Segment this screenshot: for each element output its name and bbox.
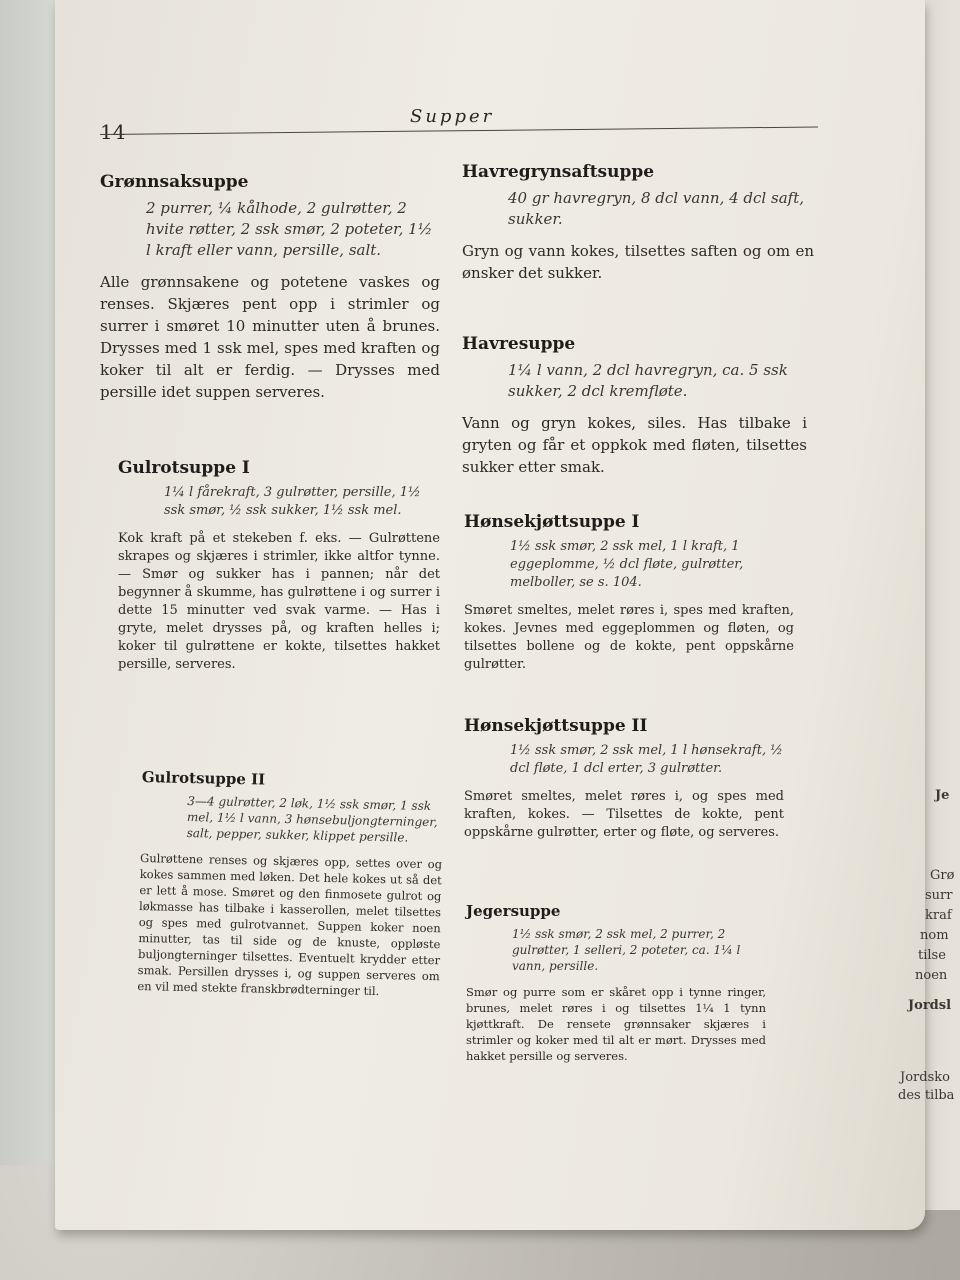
recipe-honsekjottsuppe-2 xyxy=(464,716,784,842)
recipe-gulrotsuppe-2 xyxy=(137,768,444,1000)
recipe-title: Havresuppe xyxy=(462,334,576,354)
recipe-title: Jegersuppe xyxy=(466,902,561,920)
recipe-ingredients: 3—4 gulrøtter, 2 løk, 1½ ssk smør, 1 ssk mel, 1½ l vann, 3 hønsebuljongterninger, salt, pepper, sukker, klippet persille. xyxy=(186,793,438,845)
recipe-ingredients: 1½ ssk smør, 2 ssk mel, 1 l kraft, 1 eggeplomme, ½ dcl fløte, gulrøtter, melboller, se s. 104. xyxy=(510,539,744,590)
recipe-instructions: Gryn og vann kokes, tilsettes saften og om en ønsker det sukker. xyxy=(462,242,814,282)
next-page-fragment: kraf xyxy=(925,908,952,923)
recipe-ingredients: 1¼ l fårekraft, 3 gulrøtter, persille, 1½ ssk smør, ½ ssk sukker, 1½ ssk mel. xyxy=(164,485,421,518)
next-page-fragment: Je xyxy=(935,788,950,803)
recipe-instructions: Vann og gryn kokes, siles. Has tilbake i gryten og får et oppkok med fløten, tilsettes sukker etter smak. xyxy=(462,414,807,476)
recipe-ingredients: 40 gr havregryn, 8 dcl vann, 4 dcl saft, sukker. xyxy=(508,189,804,228)
recipe-jegersuppe xyxy=(466,902,766,1064)
next-page-fragment: Grø xyxy=(930,868,955,883)
recipe-honsekjottsuppe-1 xyxy=(464,512,794,674)
recipe-instructions: Kok kraft på et stekeben f. eks. — Gulrøttene skrapes og skjæres i strimler, ikke altfor tynne. — Smør og sukker has i pannen; når det begynner å skumme, has gulrøttene i og surrer i dette 15 minutter ved svak varme. — Has i gryte, melet drysses på, og kraften helles i; koker til gulrøttene er kokte, tilsettes hakket persille, serveres. xyxy=(118,531,440,672)
recipe-instructions: Smøret smeltes, melet røres i, og spes med kraften, kokes. — Tilsettes de kokte, pent oppskårne gulrøtter, erter og fløte, og serveres. xyxy=(464,789,784,840)
page-header xyxy=(100,100,820,148)
recipe-title: Hønsekjøttsuppe II xyxy=(464,716,648,736)
recipe-title: Grønnsaksuppe xyxy=(100,172,249,192)
next-page-fragment: tilse xyxy=(918,948,946,963)
recipe-ingredients: 1¼ l vann, 2 dcl havregryn, ca. 5 ssk sukker, 2 dcl kremfløte. xyxy=(508,361,788,400)
next-page-fragment: surr xyxy=(925,888,953,903)
recipe-instructions: Smør og purre som er skåret opp i tynne ringer, brunes, melet røres i og tilsettes 1¼ 1 tynn kjøttkraft. De rensete grønnsaker skjæres i strimler og koker med til alt er mørt. Drysses med hakket persille og serveres. xyxy=(466,985,766,1063)
recipe-instructions: Smøret smeltes, melet røres i, spes med kraften, kokes. Jevnes med eggeplommen og fløten, og tilsettes bollene og de kokte, pent oppskårne gulrøtter. xyxy=(464,603,794,672)
next-page-fragment: nom xyxy=(920,928,949,943)
next-page-fragment: noen xyxy=(915,968,948,983)
recipe-havresuppe xyxy=(462,334,807,478)
recipe-ingredients: 1½ ssk smør, 2 ssk mel, 2 purrer, 2 gulrøtter, 1 selleri, 2 poteter, ca. 1¼ l vann, persille. xyxy=(512,927,741,973)
recipe-ingredients: 1½ ssk smør, 2 ssk mel, 1 l hønsekraft, ½ dcl fløte, 1 dcl erter, 3 gulrøtter. xyxy=(510,743,783,776)
recipe-havregrynsaftsuppe xyxy=(462,162,814,284)
page-number: 14 xyxy=(100,120,126,144)
next-page-fragment: des tilba xyxy=(898,1088,955,1103)
recipe-title: Gulrotsuppe I xyxy=(118,458,250,478)
recipe-instructions: Gulrøttene renses og skjæres opp, settes over og kokes sammen med løken. Det hele kokes ut så det er lett å mose. Smøret og den finmosete gulrot og løkmasse has tilbake i kasserollen, melet tilsettes og spes med gulrotvannet. Suppen koker noen minutter, tas til side og de knuste, oppløste buljongterninger tilsettes. Eventuelt krydder etter smak. Persillen drysses i, og suppen serveres om en vil med stekte franskbrødterninger til. xyxy=(137,850,443,999)
recipe-ingredients: 2 purrer, ¼ kålhode, 2 gulrøtter, 2 hvite røtter, 2 ssk smør, 2 poteter, 1½ l kraft eller vann, persille, salt. xyxy=(146,199,433,259)
header-rule xyxy=(100,126,818,135)
recipe-title: Gulrotsuppe II xyxy=(141,768,266,789)
next-page-fragment: Jordsl xyxy=(908,998,952,1013)
recipe-title: Havregrynsaftsuppe xyxy=(462,162,655,182)
recipe-gronnsaksuppe xyxy=(100,172,440,403)
recipe-title: Hønsekjøttsuppe I xyxy=(464,512,640,532)
recipe-gulrotsuppe-1 xyxy=(118,458,440,674)
recipe-instructions: Alle grønnsakene og potetene vaskes og renses. Skjæres pent opp i strimler og surrer i smøret 10 minutter uten å brunes. Drysses med 1 ssk mel, spes med kraften og koker til alt er ferdig. — Drysses med persille idet suppen serveres. xyxy=(100,273,440,401)
running-title: Supper xyxy=(410,106,495,127)
next-page-fragment: Jordsko xyxy=(900,1070,950,1085)
